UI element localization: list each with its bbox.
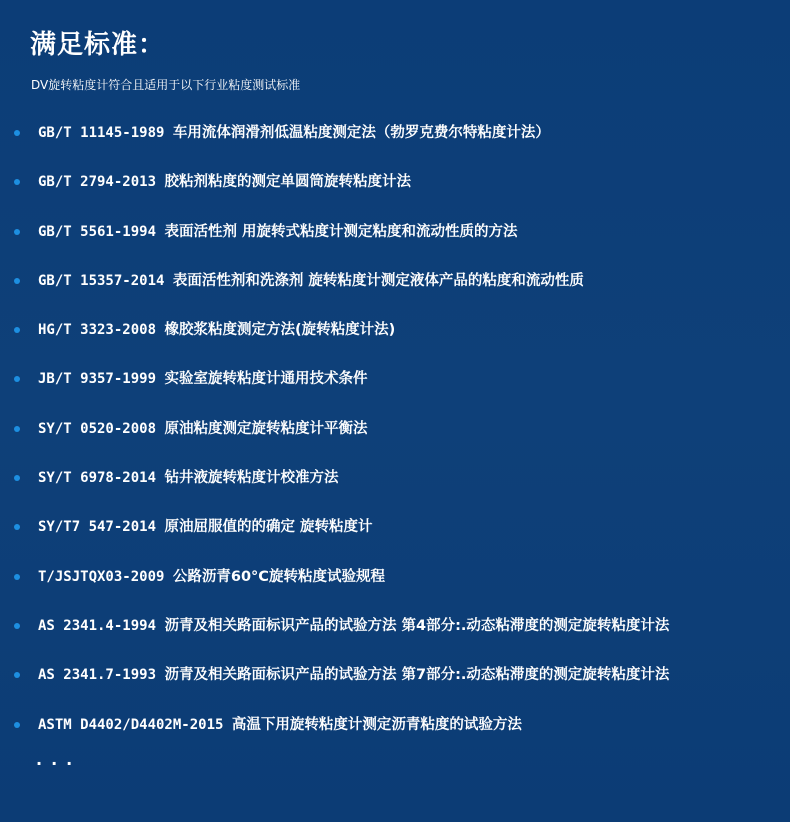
standard-name: 表面活性剂 用旋转式粘度计测定粘度和流动性质的方法 xyxy=(164,223,518,240)
bullet-icon xyxy=(14,179,20,185)
bullet-icon xyxy=(14,574,20,580)
bullet-icon xyxy=(14,623,20,629)
bullet-icon xyxy=(14,278,20,284)
bullet-icon xyxy=(14,376,20,382)
standard-name: 胶粘剂粘度的测定单圆筒旋转粘度计法 xyxy=(164,174,411,191)
bullet-icon xyxy=(14,722,20,728)
more-ellipsis: ··· xyxy=(36,754,82,773)
standard-line xyxy=(38,419,367,439)
standard-line xyxy=(38,271,584,291)
standard-code: ASTM D4402/D4402M-2015 xyxy=(38,716,224,733)
standard-code: HG/T 3323-2008 xyxy=(38,322,157,339)
bullet-icon xyxy=(14,229,20,235)
standard-name: 车用流体润滑剂低温粘度测定法（勃罗克费尔特粘度计法） xyxy=(172,125,550,141)
standard-name: 高温下用旋转粘度计测定沥青粘度的试验方法 xyxy=(231,716,522,733)
standard-code: SY/T 0520-2008 xyxy=(38,420,157,437)
bullet-icon xyxy=(14,672,20,678)
standard-code: GB/T 5561-1994 xyxy=(38,223,157,240)
standard-name: 沥青及相关路面标识产品的试验方法 第4部分:.动态粘滞度的测定旋转粘度计法 xyxy=(164,617,670,634)
standard-code: AS 2341.7-1993 xyxy=(38,667,157,684)
standard-code: SY/T 6978-2014 xyxy=(38,470,157,487)
bullet-icon xyxy=(14,327,20,333)
standard-name: 原油粘度测定旋转粘度计平衡法 xyxy=(164,420,368,437)
standard-code: GB/T 2794-2013 xyxy=(38,174,157,191)
bullet-icon xyxy=(14,130,20,136)
standard-line xyxy=(38,715,522,735)
standard-name: 钻井液旋转粘度计校准方法 xyxy=(164,470,339,487)
standard-line xyxy=(38,222,518,242)
bullet-icon xyxy=(14,475,20,481)
page-title: 满足标准： xyxy=(30,30,166,60)
page-subtitle: DV旋转粘度计符合且适用于以下行业粘度测试标准 xyxy=(31,78,301,92)
bullet-icon xyxy=(14,426,20,432)
standard-name: 公路沥青60°C旋转粘度试验规程 xyxy=(172,568,385,585)
standard-line xyxy=(38,172,411,192)
standard-line xyxy=(38,320,395,340)
standard-code: T/JSJTQX03-2009 xyxy=(38,568,165,585)
standard-name: 橡胶浆粘度测定方法(旋转粘度计法) xyxy=(164,322,396,339)
standard-line xyxy=(38,517,373,537)
standard-line xyxy=(38,123,550,143)
standard-name: 原油屈服值的的确定 旋转粘度计 xyxy=(164,519,373,536)
standard-name: 实验室旋转粘度计通用技术条件 xyxy=(164,371,368,388)
standard-code: GB/T 15357-2014 xyxy=(38,272,165,289)
standard-line xyxy=(38,369,367,389)
standard-line xyxy=(38,468,338,488)
standard-line xyxy=(38,665,669,685)
standard-code: SY/T7 547-2014 xyxy=(38,519,157,536)
bullet-icon xyxy=(14,524,20,530)
standard-name: 沥青及相关路面标识产品的试验方法 第7部分:.动态粘滞度的测定旋转粘度计法 xyxy=(164,667,670,684)
standard-line xyxy=(38,616,669,636)
standard-name: 表面活性剂和洗涤剂 旋转粘度计测定液体产品的粘度和流动性质 xyxy=(172,272,584,289)
standard-line xyxy=(38,567,385,587)
standard-code: AS 2341.4-1994 xyxy=(38,617,157,634)
standard-code: GB/T 11145-1989 xyxy=(38,125,165,141)
standard-code: JB/T 9357-1999 xyxy=(38,371,157,388)
